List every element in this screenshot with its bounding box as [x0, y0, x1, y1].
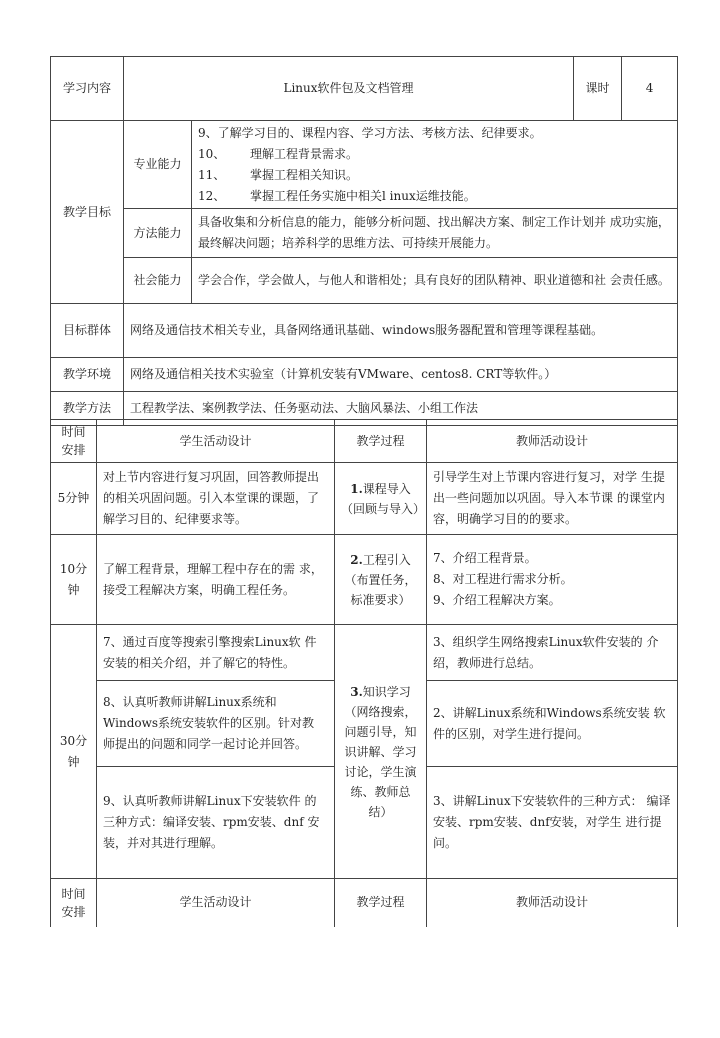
professional-item: 9、了解学习目的、课程内容、学习方法、考核方法、纪律要求。	[198, 125, 542, 140]
objective-method-row	[51, 209, 678, 258]
teacher-activity: 3、组织学生网络搜索Linux软件安装的 介绍，教师进行总结。	[427, 625, 678, 681]
time-cell: 10分钟	[51, 535, 97, 625]
item-number: 10、	[198, 146, 226, 161]
process-text: 知识学习 （网络搜索，问题引导，知识讲解、学习讨论，学生演练、教师总 结）	[344, 684, 417, 819]
activity-table	[50, 419, 678, 927]
objective-professional-row	[51, 121, 678, 209]
content-label: 学习内容	[51, 57, 124, 121]
hours-label: 课时	[574, 57, 622, 121]
method-label: 方法能力	[124, 209, 192, 258]
item-number: 12、	[198, 188, 226, 203]
environment-label: 教学环境	[51, 358, 124, 392]
teacher-activity	[427, 535, 678, 625]
teacher-header: 教师活动设计	[427, 420, 678, 463]
method-text: 具备收集和分析信息的能力，能够分析问题、找出解决方案、制定工作计划并 成功实施，最终解决问题；培养科学的思维方法、可持续开展能力。	[192, 209, 678, 258]
process-cell	[335, 625, 427, 879]
process-cell	[335, 463, 427, 535]
environment-text: 网络及通信相关技术实验室（计算机安装有VMware、centos8. CRT等软件。）	[124, 358, 678, 392]
target-group-text: 网络及通信技术相关专业，具备网络通讯基础、windows服务器配置和管理等课程基础。	[124, 304, 678, 358]
activity-header-row	[51, 420, 678, 463]
content-row	[51, 57, 678, 121]
student-activity: 9、认真听教师讲解Linux下安装软件 的三种方式：编译安装、rpm安装、dnf 安装，并对其进行理解。	[97, 767, 335, 879]
process-number: 3.	[350, 684, 363, 699]
social-text: 学会合作，学会做人，与他人和谐相处；具有良好的团队精神、职业道德和社 会责任感。	[192, 258, 678, 304]
objectives-label: 教学目标	[51, 121, 124, 304]
item-number: 11、	[198, 167, 226, 182]
student-header: 学生活动设计	[97, 420, 335, 463]
teacher-line: 7、介绍工程背景。	[433, 551, 537, 565]
objective-social-row	[51, 258, 678, 304]
content-value: Linux软件包及文档管理	[124, 57, 574, 121]
process-header: 教学过程	[335, 879, 427, 927]
activity-header-row-repeat	[51, 879, 678, 927]
item-text: 掌握工程任务实施中相关l inux运维技能。	[250, 188, 476, 203]
teacher-activity: 3、讲解Linux下安装软件的三种方式： 编译安装、rpm安装、dnf安装，对学生 进行提问。	[427, 767, 678, 879]
time-cell: 30分钟	[51, 625, 97, 879]
teacher-line: 9、介绍工程解决方案。	[433, 593, 561, 607]
activity-row-2	[51, 535, 678, 625]
activity-row-1	[51, 463, 678, 535]
professional-item	[198, 186, 671, 207]
teacher-header: 教师活动设计	[427, 879, 678, 927]
student-header: 学生活动设计	[97, 879, 335, 927]
lesson-info-table	[50, 56, 678, 426]
process-text: 课程导入 （回顾与导入）	[341, 481, 426, 516]
time-header: 时间安排	[51, 879, 97, 927]
process-number: 2.	[350, 552, 363, 567]
teacher-activity: 2、讲解Linux系统和Windows系统安装 软件的区别，对学生进行提问。	[427, 681, 678, 767]
item-text: 理解工程背景需求。	[250, 146, 359, 161]
target-group-label: 目标群体	[51, 304, 124, 358]
process-cell	[335, 535, 427, 625]
item-text: 掌握工程相关知识。	[250, 167, 359, 182]
teacher-activity: 引导学生对上节课内容进行复习，对学 生提出一些问题加以巩固。导入本节课 的课堂内容，明确学习目的的要求。	[427, 463, 678, 535]
time-header: 时间安排	[51, 420, 97, 463]
time-cell: 5分钟	[51, 463, 97, 535]
student-activity: 了解工程背景，理解工程中存在的需 求，接受工程解决方案，明确工程任务。	[97, 535, 335, 625]
social-label: 社会能力	[124, 258, 192, 304]
student-activity: 7、通过百度等搜索引擎搜索Linux软 件安装的相关介绍，并了解它的特性。	[97, 625, 335, 681]
teacher-line: 8、对工程进行需求分析。	[433, 572, 573, 586]
professional-item	[198, 165, 671, 186]
process-text: 工程引入 （布置任务， 标准要求）	[344, 552, 417, 607]
hours-value: 4	[622, 57, 678, 121]
methods-text: 工程教学法、案例教学法、任务驱动法、大脑风暴法、小组工作法	[124, 392, 678, 426]
process-header: 教学过程	[335, 420, 427, 463]
environment-row	[51, 358, 678, 392]
activity-row-3a	[51, 625, 678, 681]
professional-label: 专业能力	[124, 121, 192, 209]
professional-items	[192, 121, 678, 209]
professional-item	[198, 144, 671, 165]
process-number: 1.	[350, 481, 363, 496]
methods-label: 教学方法	[51, 392, 124, 426]
student-activity: 8、认真听教师讲解Linux系统和 Windows系统安装软件的区别。针对教 师提出的问题和同学一起讨论并回答。	[97, 681, 335, 767]
target-group-row	[51, 304, 678, 358]
student-activity: 对上节内容进行复习巩固，回答教师提出的相关巩固问题。引入本堂课的课题，了解学习目的、纪律要求等。	[97, 463, 335, 535]
